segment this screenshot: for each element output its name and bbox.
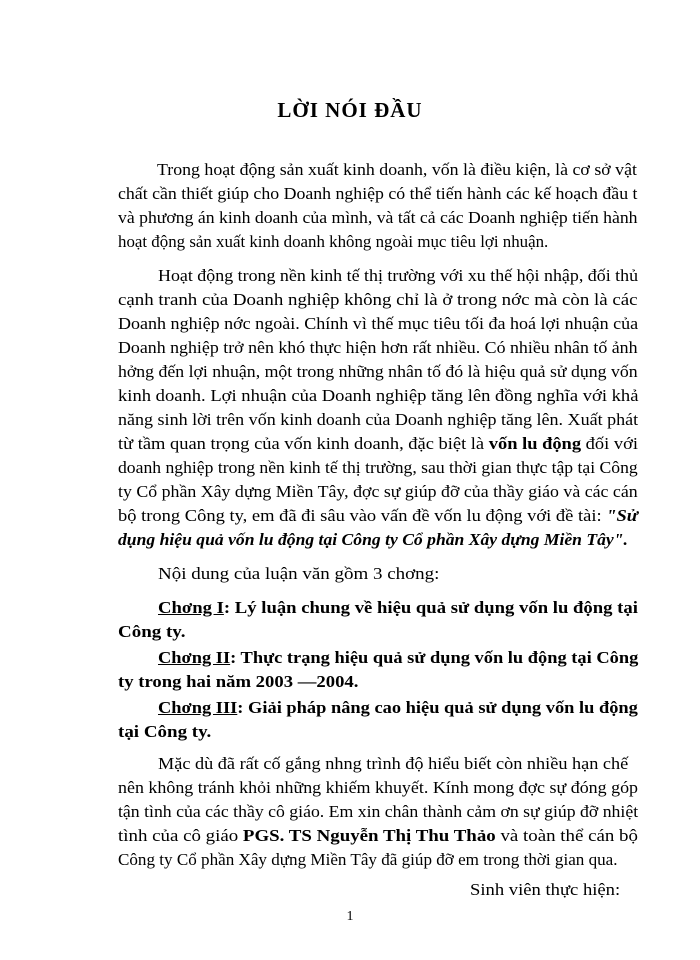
text-line-c2l2 [118, 672, 358, 692]
text-line-p2l1 [158, 266, 638, 286]
text-line-p3l1 [158, 564, 439, 584]
text-line-c1l1 [158, 598, 638, 618]
text-segment: cạnh tranh của Doanh nghiệp không chỉ là ở trong nớc mà còn là các [118, 290, 638, 309]
text-line-p2l7 [118, 410, 638, 430]
text-line-sig [470, 880, 620, 900]
text-segment: Doanh nghiệp trở nên khó thực hiện hơn rất nhiều. Có nhiều nhân tố ảnh [118, 338, 638, 357]
text-segment: Nội dung của luận văn gồm 3 chơng: [158, 564, 440, 583]
text-segment: Sinh viên thực hiện: [470, 880, 621, 899]
text-segment: từ tầm quan trọng của vốn kinh doanh, đặc biệt là [118, 434, 489, 453]
text-segment: tại Công ty. [118, 722, 212, 741]
text-line-c1l2 [118, 622, 185, 642]
text-segment: ty Cổ phần Xây dựng Miền Tây, đợc sự giúp đỡ của thầy giáo và các cán [118, 482, 638, 501]
text-segment: Công ty. [118, 622, 186, 641]
text-segment: Công ty Cổ phần Xây dựng Miền Tây đã giúp đỡ em trong thời gian qua. [118, 850, 618, 869]
text-segment: năng sinh lời trên vốn kinh doanh của Doanh nghiệp tăng lên. Xuất phát [118, 410, 639, 429]
text-segment: dụng hiệu quả vốn lu động tại Công ty Cổ phần Xây dựng Miền Tây". [118, 530, 628, 549]
text-segment: tình của cô giáo [118, 826, 243, 845]
text-line-p2l5 [118, 362, 638, 382]
text-segment: doanh nghiệp trong nền kinh tế thị trường, sau thời gian thực tập tại Công [118, 458, 638, 477]
text-segment: Chơng II [158, 648, 231, 667]
text-line-p4l2 [118, 778, 638, 798]
text-line-p4l1 [158, 754, 628, 774]
text-segment: "Sử [606, 506, 638, 525]
text-line-p1l2 [118, 184, 637, 204]
text-segment: PGS. TS Nguyễn Thị Thu Thảo [242, 826, 496, 845]
text-line-p2l2 [118, 290, 638, 310]
text-line-p4l3 [118, 802, 638, 822]
text-line-p2l10 [118, 482, 638, 502]
page-title: LỜI NÓI ĐẦU [277, 98, 423, 122]
text-line-p2l4 [118, 338, 638, 358]
text-segment: Trong hoạt động sản xuất kinh doanh, vốn là điều kiện, là cơ sở vật [157, 160, 637, 179]
text-segment: Doanh nghiệp nớc ngoài. Chính vì thế mục tiêu tối đa hoá lợi nhuận của [118, 314, 639, 333]
text-line-p4l5 [118, 850, 618, 870]
text-segment: : Lý luận chung về hiệu quả sử dụng vốn lu động tại [223, 598, 638, 617]
text-segment: ty trong hai năm 2003 —2004. [118, 672, 359, 691]
text-line-c3l1 [158, 698, 638, 718]
text-segment: nên không tránh khỏi những khiếm khuyết. Kính mong đợc sự đóng góp [118, 778, 639, 797]
text-line-c2l1 [158, 648, 638, 668]
text-segment: chất cần thiết giúp cho Doanh nghiệp có thể tiến hành các kế hoạch đầu t [118, 184, 638, 203]
text-segment: Hoạt động trong nền kinh tế thị trường với xu thế hội nhập, đối thủ [158, 266, 639, 285]
text-segment: đối với [581, 434, 638, 453]
text-line-p2l11 [118, 506, 638, 526]
text-line-p2l12 [118, 530, 628, 550]
text-segment: vốn lu động [488, 434, 582, 453]
text-segment: và toàn thể cán bộ [495, 826, 638, 845]
text-line-p1l1 [157, 160, 637, 180]
page-number: 1 [346, 909, 354, 924]
text-segment: : Thực trạng hiệu quả sử dụng vốn lu động tại Công [230, 648, 639, 667]
text-line-p2l6 [118, 386, 638, 406]
text-segment: Mặc dù đã rất cố gắng nhng trình độ hiểu biết còn nhiều hạn chế [158, 754, 629, 773]
text-segment: hởng đến lợi nhuận, một trong những nhân tố đó là hiệu quả sử dụng vốn [118, 362, 638, 381]
text-line-p2l3 [118, 314, 638, 334]
text-line-p2l9 [118, 458, 638, 478]
text-segment: Chơng III [158, 698, 238, 717]
text-segment: Chơng I [158, 598, 224, 617]
text-segment: bộ trong Công ty, em đã đi sâu vào vấn đề vốn lu động với đề tài: [118, 506, 607, 525]
text-segment: kinh doanh. Lợi nhuận của Doanh nghiệp tăng lên đồng nghĩa với khả [118, 386, 639, 405]
text-segment: và phương án kinh doanh của mình, và tất cả các Doanh nghiệp tiến hành [118, 208, 638, 227]
text-segment: hoạt động sản xuất kinh doanh không ngoài mục tiêu lợi nhuận. [118, 232, 549, 251]
text-line-p2l8 [118, 434, 638, 454]
text-segment: : Giải pháp nâng cao hiệu quả sử dụng vốn lu động [237, 698, 638, 717]
text-line-p1l3 [118, 208, 638, 228]
text-line-c3l2 [118, 722, 211, 742]
text-line-p1l4 [118, 232, 548, 252]
text-line-p4l4 [118, 826, 638, 846]
text-segment: tận tình của các thầy cô giáo. Em xin chân thành cảm ơn sự giúp đỡ nhiệt [118, 802, 639, 821]
